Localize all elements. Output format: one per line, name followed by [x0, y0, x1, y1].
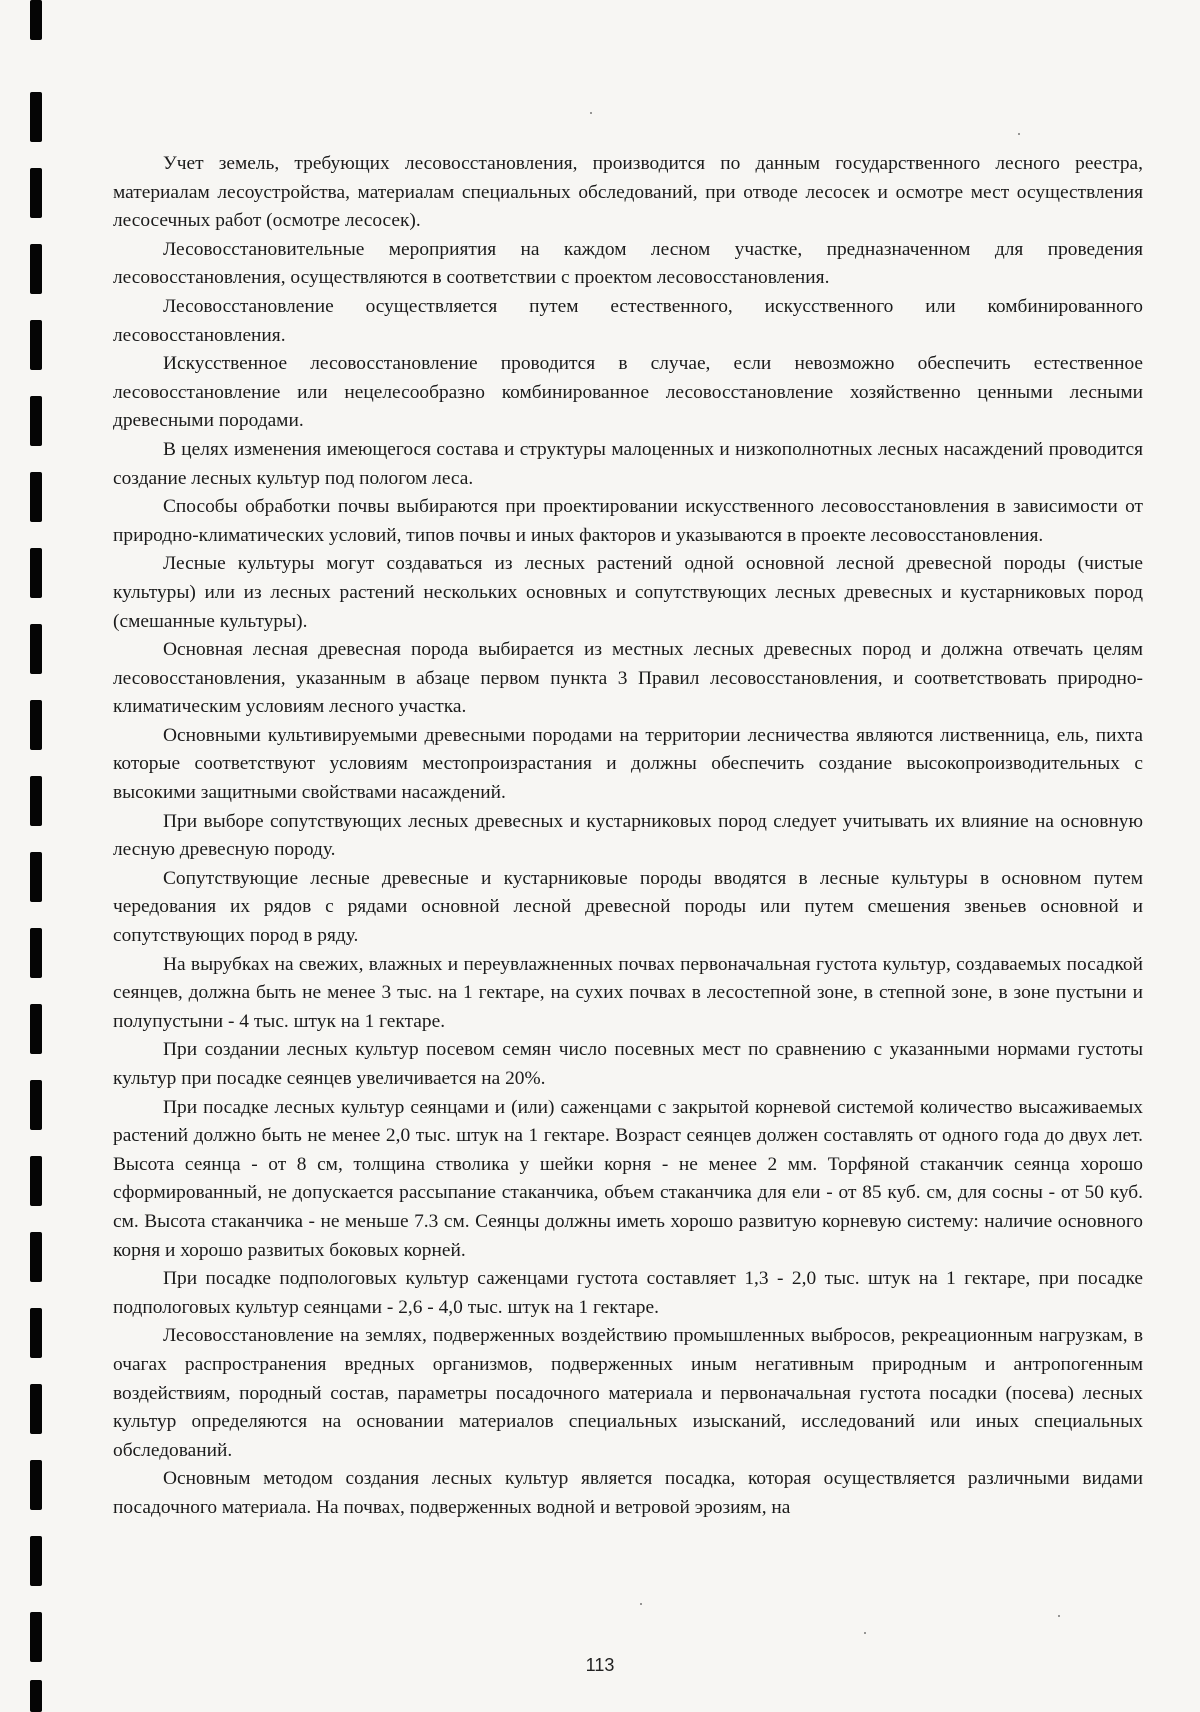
binding-hole	[30, 700, 42, 750]
binding-hole	[30, 320, 42, 370]
scan-speck	[640, 1603, 642, 1605]
binding-hole	[30, 624, 42, 674]
scan-speck	[590, 112, 592, 114]
binding-hole	[30, 1308, 42, 1358]
binding-hole	[30, 1680, 42, 1712]
paragraph: Основными культивируемыми древесными породами на территории лесничества являются лиственница, ель, пихта которые соответствуют условиям местопроизрастания и должны обеспечить создание высокопроизводительных с высокими защитными свойствами насаждений.	[113, 724, 1143, 804]
binding-hole	[30, 0, 42, 40]
document-body	[113, 150, 1143, 1523]
binding-holes	[0, 0, 70, 1712]
paragraph: На вырубках на свежих, влажных и переувлажненных почвах первоначальная густота культур, создаваемых посадкой сеянцев, должна быть не менее 3 тыс. на 1 гектаре, на сухих почвах в лесостепной зоне, в степной зоне, в зоне пустыни и полупустыни - 4 тыс. штук на 1 гектаре.	[113, 953, 1143, 1032]
paragraph: Лесные культуры могут создаваться из лесных растений одной основной лесной древесной породы (чистые культуры) или из лесных растений нескольких основных и сопутствующих лесных древесных и кустарниковых пород (смешанные культуры).	[113, 553, 1143, 632]
paragraph: При посадке подпологовых культур саженцами густота составляет 1,3 - 2,0 тыс. штук на 1 гектаре, при посадке подпологовых культур сеянцами - 2,6 - 4,0 тыс. штук на 1 гектаре.	[113, 1268, 1143, 1318]
binding-hole	[30, 548, 42, 598]
binding-hole	[30, 1156, 42, 1206]
paragraph: Искусственное лесовосстановление проводится в случае, если невозможно обеспечить естественное лесовосстановление или нецелесообразно комбинированное лесовосстановление хозяйственно ценными лесными древесными породами.	[113, 353, 1143, 432]
binding-hole	[30, 168, 42, 218]
binding-hole	[30, 472, 42, 522]
scan-speck	[1018, 133, 1020, 135]
paragraph: Основным методом создания лесных культур является посадка, которая осуществляется различными видами посадочного материала. На почвах, подверженных водной и ветровой эрозиям, на	[113, 1468, 1143, 1518]
paragraph: Сопутствующие лесные древесные и кустарниковые породы вводятся в лесные культуры в основном путем чередования их рядов с рядами основной лесной древесной породы или путем смешения звеньев основной и сопутствующих пород в ряду.	[113, 867, 1143, 947]
paragraph: Учет земель, требующих лесовосстановления, производится по данным государственного лесного реестра, материалам лесоустройства, материалам специальных обследований, при отводе лесосек и осмотре мест осуществления лесосечных работ (осмотре лесосек).	[113, 153, 1143, 232]
paragraph: Лесовосстановление осуществляется путем естественного, искусственного или комбинированного лесовосстановления.	[113, 295, 1143, 346]
binding-hole	[30, 1080, 42, 1130]
paragraph: В целях изменения имеющегося состава и структуры малоценных и низкополнотных лесных насаждений проводится создание лесных культур под пологом леса.	[113, 438, 1143, 489]
paragraph: При выборе сопутствующих лесных древесных и кустарниковых пород следует учитывать их влияние на основную лесную древесную породу.	[113, 810, 1143, 861]
binding-hole	[30, 244, 42, 294]
paragraph: Способы обработки почвы выбираются при проектировании искусственного лесовосстановления в зависимости от природно-климатических условий, типов почвы и иных факторов и указываются в проекте лесовосстановления.	[113, 496, 1143, 546]
paragraph: При создании лесных культур посевом семян число посевных мест по сравнению с указанными нормами густоты культур при посадке сеянцев увеличивается на 20%.	[113, 1039, 1143, 1089]
paragraph: Лесовосстановление на землях, подверженных воздействию промышленных выбросов, рекреационным нагрузкам, в очагах распространения вредных организмов, подверженных иным негативным природным и антропогенным воздействиям, породный состав, параметры посадочного материала и первоначальная густота посадки (посева) лесных культур определяются на основании материалов специальных изысканий, исследований или иных специальных обследований.	[113, 1325, 1143, 1461]
binding-hole	[30, 1536, 42, 1586]
paragraph: Лесовосстановительные мероприятия на каждом лесном участке, предназначенном для проведения лесовосстановления, осуществляются в соответствии с проектом лесовосстановления.	[113, 238, 1143, 289]
binding-hole	[30, 92, 42, 142]
binding-hole	[30, 852, 42, 902]
binding-hole	[30, 1232, 42, 1282]
binding-hole	[30, 1460, 42, 1510]
binding-hole	[30, 928, 42, 978]
paragraph: При посадке лесных культур сеянцами и (или) саженцами с закрытой корневой системой количество высаживаемых растений должно быть не менее 2,0 тыс. штук на 1 гектаре. Возраст сеянцев должен составлять от одного года до двух лет. Высота сеянца - от 8 см, толщина стволика у шейки корня - не менее 2 мм. Торфяной стаканчик сеянца хорошо сформированный, не допускается рассыпание стаканчика, объем стаканчика для ели - от 85 куб. см, для сосны - от 50 куб. см. Высота стаканчика - не меньше 7.3 см. Сеянцы должны иметь хорошо развитую корневую систему: наличие основного корня и хорошо развитых боковых корней.	[113, 1096, 1143, 1261]
binding-hole	[30, 776, 42, 826]
paragraph: Основная лесная древесная порода выбирается из местных лесных древесных пород и должна отвечать целям лесовосстановления, указанным в абзаце первом пункта 3 Правил лесовосстановления, и соответствовать природно-климатическим условиям лесного участка.	[113, 639, 1143, 718]
binding-hole	[30, 1004, 42, 1054]
scan-speck	[864, 1632, 866, 1634]
binding-hole	[30, 396, 42, 446]
page-number: 113	[585, 1655, 615, 1675]
scan-speck	[1058, 1615, 1060, 1617]
binding-hole	[30, 1384, 42, 1434]
